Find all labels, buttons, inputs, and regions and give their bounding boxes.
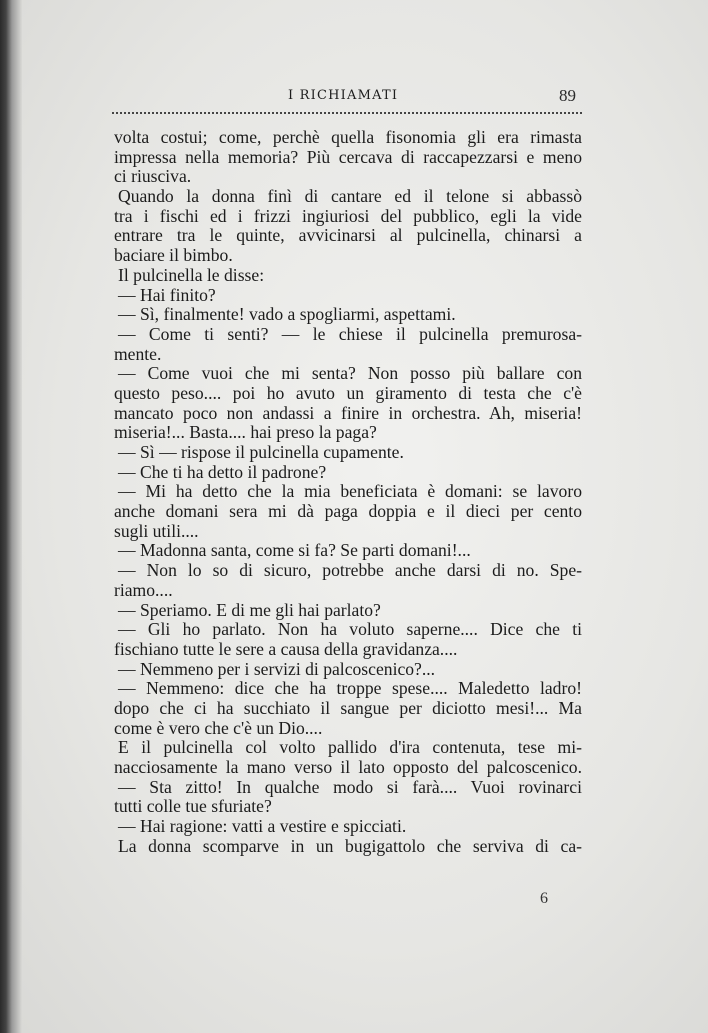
page-header (112, 86, 582, 108)
running-head: I RICHIAMATI (288, 88, 399, 103)
text-line: — Come ti senti? — le chiese il pulcinella premurosa- (118, 323, 582, 344)
text-line: mancato poco non andassi a finire in orchestra. Ah, miseria! (114, 402, 582, 423)
text-line: come è vero che c'è un Dio.... (114, 717, 323, 738)
text-line: — Non lo so di sicuro, potrebbe anche darsi di no. Spe- (118, 560, 582, 581)
text-line: questo peso.... poi ho avuto un giramento di testa che c'è (114, 382, 582, 403)
text-line: mente. (114, 343, 162, 364)
text-line: tra i fischi ed i frizzi ingiuriosi del pubblico, egli la vide (114, 205, 582, 226)
text-line: riamo.... (114, 579, 173, 600)
body-text (114, 128, 582, 856)
text-line: anche domani sera mi dà paga doppia e il dieci per cento (114, 501, 582, 522)
page-number: 89 (559, 86, 576, 105)
text-line: — Che ti ha detto il padrone? (118, 461, 327, 482)
text-line: baciare il bimbo. (114, 245, 233, 266)
text-line: E il pulcinella col volto pallido d'ira contenuta, tese mi- (118, 737, 582, 758)
text-line: ci riusciva. (114, 166, 192, 187)
text-line: entrare tra le quinte, avvicinarsi al pulcinella, chinarsi a (114, 225, 582, 246)
text-line: nacciosamente la mano verso il lato opposto del palcoscenico. (114, 757, 582, 777)
text-line: — Madonna santa, come si fa? Se parti domani!... (118, 540, 471, 561)
text-line: — Mi ha detto che la mia beneficiata è domani: se lavoro (118, 481, 582, 502)
text-line: — Hai ragione: vatti a vestire e spicciati. (118, 816, 407, 837)
text-line: — Sì — rispose il pulcinella cupamente. (118, 442, 404, 462)
text-line: tutti colle tue sfuriate? (114, 796, 272, 817)
text-line: sugli utili.... (114, 520, 199, 541)
text-line: — Nemmeno per i servizi di palcoscenico?... (118, 658, 436, 679)
text-line: — Nemmeno: dice che ha troppe spese.... Maledetto ladro! (118, 678, 582, 699)
signature-mark: 6 (540, 890, 548, 907)
text-line: — Sta zitto! In qualche modo si farà.... Vuoi rovinarci (118, 776, 582, 797)
text-line: impressa nella memoria? Più cercava di raccapezzarsi e meno (114, 146, 582, 167)
text-line: — Come vuoi che mi senta? Non posso più ballare con (118, 363, 582, 384)
book-spine-shadow (0, 0, 22, 1033)
header-rule (112, 112, 582, 114)
text-line: — Hai finito? (118, 284, 216, 305)
text-line: La donna scomparve in un bugigattolo che serviva di ca- (118, 835, 582, 856)
text-line: — Speriamo. E di me gli hai parlato? (118, 599, 381, 620)
text-line: dopo che ci ha succhiato il sangue per diciotto mesi!... Ma (114, 697, 582, 718)
text-line: — Sì, finalmente! vado a spogliarmi, aspettami. (118, 304, 456, 325)
text-line: Quando la donna finì di cantare ed il telone si abbassò (118, 186, 582, 207)
text-line: Il pulcinella le disse: (118, 264, 265, 285)
text-line: fischiano tutte le sere a causa della gravidanza.... (114, 638, 458, 659)
text-line: miseria!... Basta.... hai preso la paga? (114, 422, 377, 443)
text-line: volta costui; come, perchè quella fisonomia gli era rimasta (114, 127, 582, 147)
text-line: — Gli ho parlato. Non ha voluto saperne.... Dice che ti (118, 619, 582, 640)
